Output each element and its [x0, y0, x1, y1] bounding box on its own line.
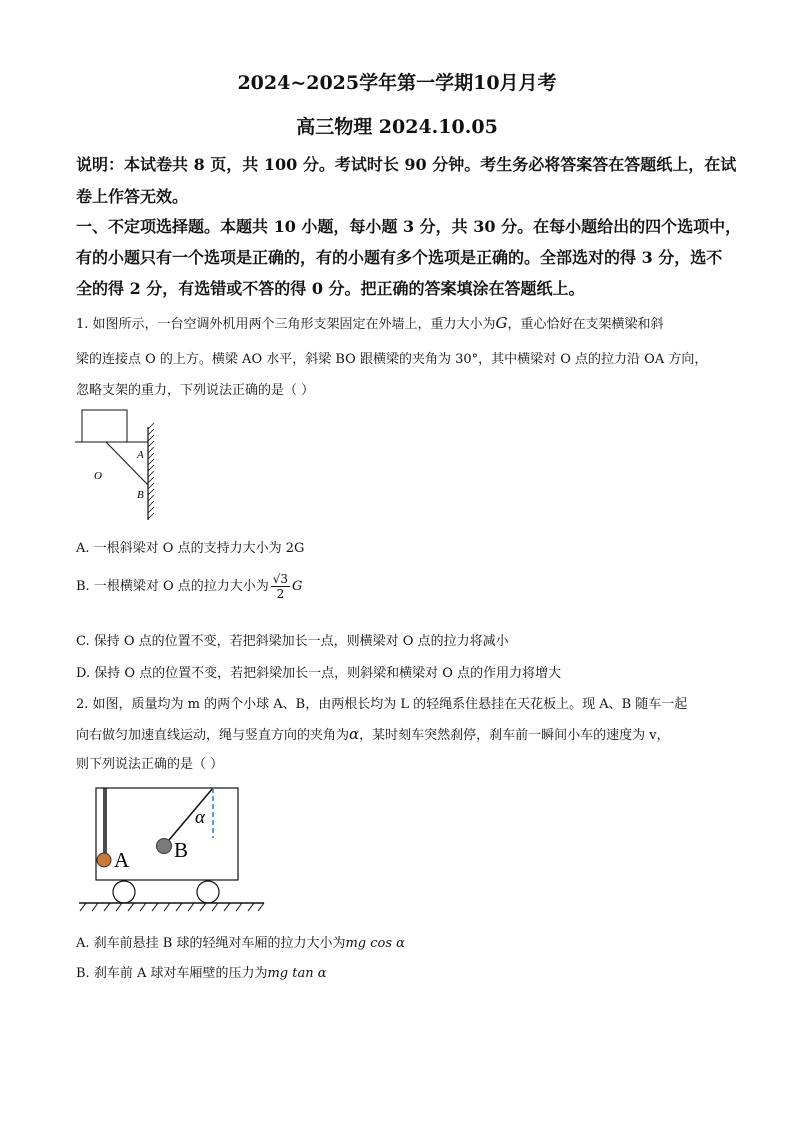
- q2-stem-line2: 向右做匀加速直线运动，绳与竖直方向的夹角为α，某时刻车突然刹停，刹车前一瞬间小车的速度为 v，: [76, 725, 670, 743]
- q2-cart-figure: [74, 783, 274, 918]
- instructions-line2: 卷上作答无效。: [76, 187, 189, 206]
- wheel-right: [197, 881, 219, 903]
- ball-b: [157, 839, 172, 854]
- label-a: A: [137, 449, 144, 461]
- sqrt3-over-2-fraction: $\frac{√3}{2}$: [272, 572, 289, 601]
- section1-line3: 全的得 2 分，有选错或不答的得 0 分。把正确的答案填涂在答题纸上。: [76, 279, 585, 298]
- exam-subtitle: 高三物理 2024.10.05: [296, 116, 498, 138]
- label-o: O: [94, 470, 102, 482]
- section1-line1: 一、不定项选择题。本题共 10 小题，每小题 3 分，共 30 分。在每小题给出的四个选项中，: [76, 217, 742, 236]
- exam-title: 2024~2025学年第一学期10月月考: [237, 72, 557, 94]
- q2-option-a: A. 刹车前悬挂 B 球的轻绳对车厢的拉力大小为mg cos α: [76, 936, 405, 951]
- label-ball-b: B: [174, 838, 189, 862]
- ground-hatching: [80, 903, 264, 911]
- label-b: B: [137, 489, 144, 501]
- ac-unit-box: [82, 410, 127, 442]
- q2-stem-line1: 2. 如图，质量均为 m 的两个小球 A、B，由两根长均为 L 的轻绳系住悬挂在天花板上。现 A、B 随车一起: [76, 697, 688, 712]
- q1-stem-line2: 梁的连接点 O 的上方。横梁 AO 水平，斜梁 BO 跟横梁的夹角为 30°，其中横梁对 O 点的拉力沿 OA 方向，: [76, 352, 708, 367]
- q2-option-b: B. 刹车前 A 球对车厢壁的压力为mg tan α: [76, 966, 327, 981]
- ball-a: [97, 853, 111, 867]
- q1-stem-line1: 1. 如图所示，一台空调外机用两个三角形支架固定在外墙上，重力大小为G，重心恰好在支架横梁和斜: [76, 314, 664, 332]
- q1-option-b: B. 一根横梁对 O 点的拉力大小为 $\frac{√3}{2}$ G: [76, 572, 303, 601]
- wall-hatching: [148, 423, 154, 519]
- q1-option-c: C. 保持 O 点的位置不变，若把斜梁加长一点，则横梁对 O 点的拉力将减小: [76, 634, 509, 649]
- label-ball-a: A: [114, 848, 130, 872]
- angle-alpha-label: α: [195, 807, 205, 828]
- wheel-left: [113, 881, 135, 903]
- q1-stem-line3: 忽略支架的重力，下列说法正确的是（ ）: [76, 383, 315, 398]
- q1-option-d: D. 保持 O 点的位置不变，若把斜梁加长一点，则斜梁和横梁对 O 点的作用力将增大: [76, 666, 562, 681]
- instructions-line1: 说明：本试卷共 8 页，共 100 分。考试时长 90 分钟。考生务必将答案答在答题纸上，在试: [76, 155, 737, 174]
- q1-bracket-figure: [70, 405, 160, 525]
- q2-stem-line3: 则下列说法正确的是（ ）: [76, 757, 224, 772]
- q1-option-a: A. 一根斜梁对 O 点的支持力大小为 2G: [76, 541, 305, 556]
- section1-line2: 有的小题只有一个选项是正确的，有的小题有多个选项是正确的。全部选对的得 3 分，选不: [76, 248, 723, 267]
